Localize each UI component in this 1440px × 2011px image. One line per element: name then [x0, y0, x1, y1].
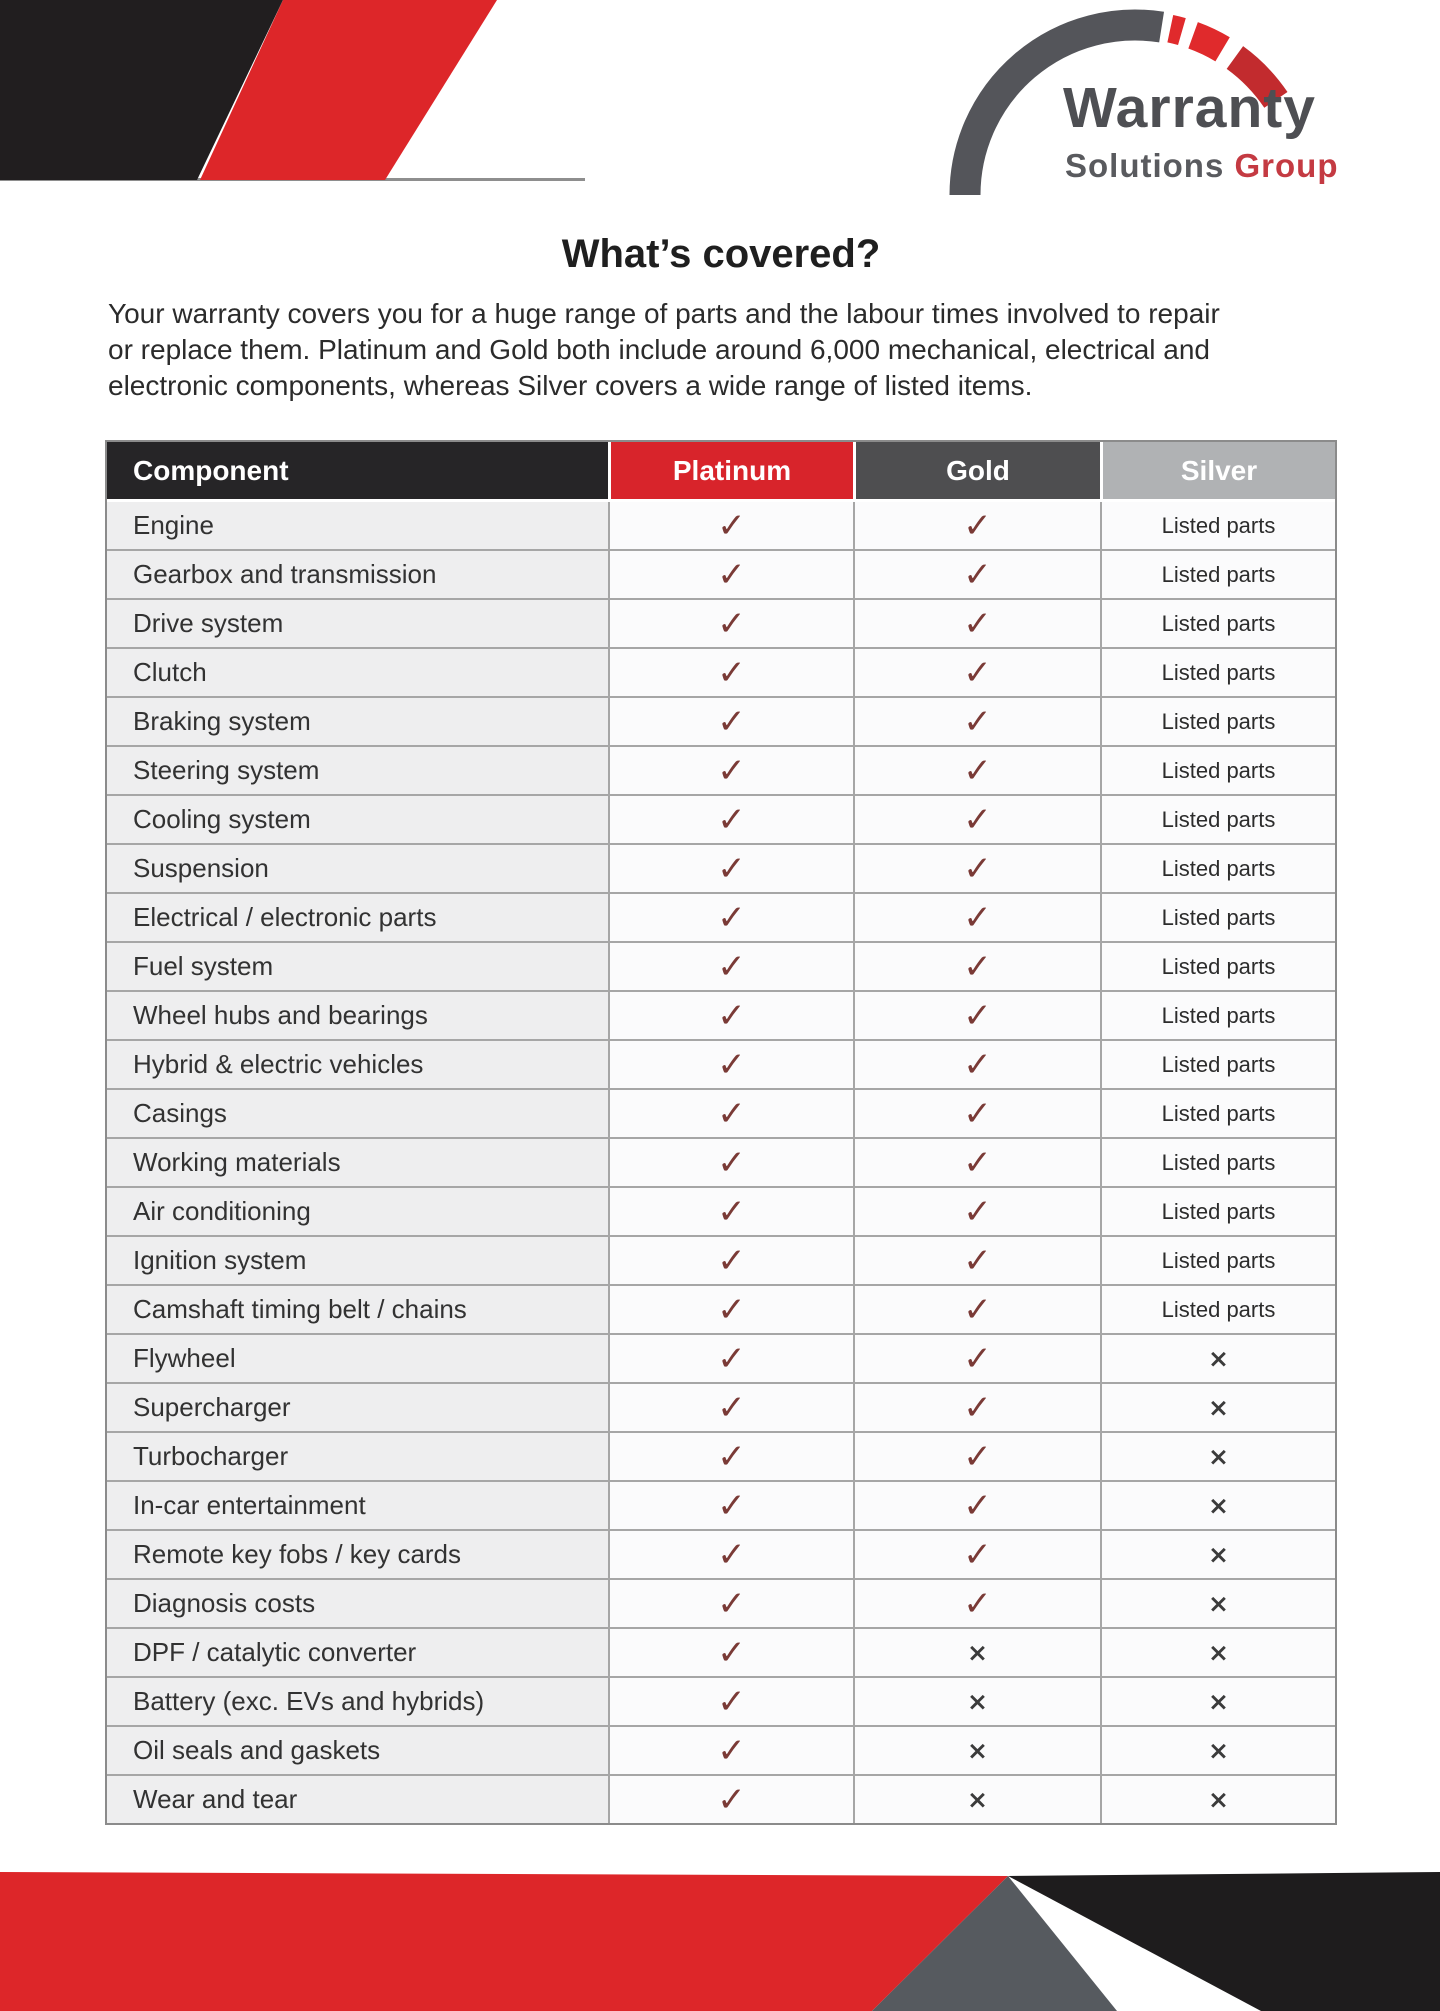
check-icon: ✓ — [963, 750, 992, 791]
check-icon: ✓ — [963, 1093, 992, 1134]
silver-value-cell — [1100, 502, 1335, 549]
table-row — [107, 1186, 1335, 1235]
component-cell: Oil seals and gaskets — [107, 1727, 608, 1774]
cross-icon: × — [1208, 1491, 1229, 1520]
check-icon: ✓ — [717, 1485, 746, 1526]
cross-icon: × — [1208, 1589, 1229, 1618]
check-icon: ✓ — [717, 750, 746, 791]
listed-parts-label: Listed parts — [1161, 1149, 1276, 1175]
check-icon: ✓ — [717, 1093, 746, 1134]
check-icon: ✓ — [717, 1779, 746, 1820]
table-row — [107, 696, 1335, 745]
brand-subtitle — [1065, 149, 1338, 182]
component-cell: Remote key fobs / key cards — [107, 1531, 608, 1578]
component-cell: Camshaft timing belt / chains — [107, 1286, 608, 1333]
check-icon: ✓ — [963, 1044, 992, 1085]
check-icon: ✓ — [717, 554, 746, 595]
gold-value-cell — [853, 502, 1100, 549]
table-row — [107, 1382, 1335, 1431]
check-icon: ✓ — [717, 897, 746, 938]
listed-parts-label: Listed parts — [1161, 806, 1276, 832]
check-icon: ✓ — [717, 1387, 746, 1428]
platinum-value-cell — [608, 551, 853, 598]
check-icon: ✓ — [963, 1289, 992, 1330]
gold-value-cell — [853, 1580, 1100, 1627]
table-row — [107, 1627, 1335, 1676]
check-icon: ✓ — [963, 1534, 992, 1575]
silver-value-cell — [1100, 1139, 1335, 1186]
check-icon: ✓ — [717, 652, 746, 693]
gold-value-cell — [853, 649, 1100, 696]
listed-parts-label: Listed parts — [1161, 610, 1276, 636]
listed-parts-label: Listed parts — [1161, 1002, 1276, 1028]
check-icon: ✓ — [717, 701, 746, 742]
gold-value-cell — [853, 796, 1100, 843]
check-icon: ✓ — [717, 1191, 746, 1232]
check-icon: ✓ — [717, 848, 746, 889]
platinum-value-cell — [608, 1384, 853, 1431]
component-cell: Steering system — [107, 747, 608, 794]
silver-value-cell — [1100, 992, 1335, 1039]
table-row — [107, 1284, 1335, 1333]
component-cell: Cooling system — [107, 796, 608, 843]
platinum-value-cell — [608, 1139, 853, 1186]
coverage-table — [105, 440, 1337, 1825]
check-icon: ✓ — [717, 1289, 746, 1330]
component-cell: In-car entertainment — [107, 1482, 608, 1529]
listed-parts-label: Listed parts — [1161, 659, 1276, 685]
silver-value-cell — [1100, 943, 1335, 990]
platinum-value-cell — [608, 1433, 853, 1480]
listed-parts-label: Listed parts — [1161, 1100, 1276, 1126]
gold-value-cell — [853, 943, 1100, 990]
listed-parts-label: Listed parts — [1161, 1247, 1276, 1273]
cross-icon: × — [967, 1785, 988, 1814]
table-row — [107, 1480, 1335, 1529]
header-component: Component — [107, 442, 608, 499]
check-icon: ✓ — [963, 554, 992, 595]
platinum-value-cell — [608, 1776, 853, 1823]
check-icon: ✓ — [963, 1338, 992, 1379]
component-cell: DPF / catalytic converter — [107, 1629, 608, 1676]
check-icon: ✓ — [717, 1681, 746, 1722]
table-row — [107, 499, 1335, 549]
component-cell: Hybrid & electric vehicles — [107, 1041, 608, 1088]
check-icon: ✓ — [963, 848, 992, 889]
brand-name: Warranty — [1063, 76, 1316, 140]
component-cell: Supercharger — [107, 1384, 608, 1431]
platinum-value-cell — [608, 796, 853, 843]
gold-value-cell — [853, 1188, 1100, 1235]
component-cell: Turbocharger — [107, 1433, 608, 1480]
check-icon: ✓ — [963, 1142, 992, 1183]
platinum-value-cell — [608, 649, 853, 696]
table-row — [107, 1137, 1335, 1186]
silver-value-cell — [1100, 1335, 1335, 1382]
listed-parts-label: Listed parts — [1161, 953, 1276, 979]
silver-value-cell — [1100, 698, 1335, 745]
top-corner-decoration — [0, 0, 600, 185]
listed-parts-label: Listed parts — [1161, 855, 1276, 881]
table-row — [107, 1333, 1335, 1382]
silver-value-cell — [1100, 894, 1335, 941]
listed-parts-label: Listed parts — [1161, 757, 1276, 783]
intro-line-1: Your warranty covers you for a huge range of parts and the labour times involved to repair — [108, 298, 1220, 329]
check-icon: ✓ — [963, 995, 992, 1036]
check-icon: ✓ — [963, 701, 992, 742]
component-cell: Fuel system — [107, 943, 608, 990]
silver-value-cell — [1100, 1678, 1335, 1725]
check-icon: ✓ — [963, 1583, 992, 1624]
check-icon: ✓ — [717, 1338, 746, 1379]
cross-icon: × — [967, 1687, 988, 1716]
cross-icon: × — [1208, 1442, 1229, 1471]
silver-value-cell — [1100, 845, 1335, 892]
check-icon: ✓ — [963, 1436, 992, 1477]
component-cell: Engine — [107, 502, 608, 549]
gold-value-cell — [853, 1090, 1100, 1137]
platinum-value-cell — [608, 1041, 853, 1088]
intro-line-2: or replace them. Platinum and Gold both include around 6,000 mechanical, electrical and — [108, 334, 1210, 365]
table-row — [107, 549, 1335, 598]
gold-value-cell — [853, 1433, 1100, 1480]
component-cell: Electrical / electronic parts — [107, 894, 608, 941]
check-icon: ✓ — [963, 603, 992, 644]
platinum-value-cell — [608, 845, 853, 892]
gold-value-cell — [853, 1384, 1100, 1431]
silver-value-cell — [1100, 1286, 1335, 1333]
bottom-red-shape — [0, 1872, 1008, 2011]
check-icon: ✓ — [963, 505, 992, 546]
silver-value-cell — [1100, 1384, 1335, 1431]
table-row — [107, 1088, 1335, 1137]
gold-value-cell — [853, 1727, 1100, 1774]
silver-value-cell — [1100, 1433, 1335, 1480]
component-cell: Flywheel — [107, 1335, 608, 1382]
gold-value-cell — [853, 894, 1100, 941]
table-header-row — [107, 442, 1335, 499]
gold-value-cell — [853, 1335, 1100, 1382]
listed-parts-label: Listed parts — [1161, 904, 1276, 930]
table-row — [107, 794, 1335, 843]
check-icon: ✓ — [963, 897, 992, 938]
table-body — [107, 499, 1335, 1823]
gold-value-cell — [853, 1041, 1100, 1088]
silver-value-cell — [1100, 649, 1335, 696]
check-icon: ✓ — [717, 1534, 746, 1575]
cross-icon: × — [1208, 1736, 1229, 1765]
cross-icon: × — [1208, 1638, 1229, 1667]
header-platinum: Platinum — [608, 442, 853, 499]
check-icon: ✓ — [717, 1730, 746, 1771]
check-icon: ✓ — [963, 1240, 992, 1281]
cross-icon: × — [967, 1638, 988, 1667]
gold-value-cell — [853, 992, 1100, 1039]
intro-paragraph — [108, 296, 1358, 404]
gold-value-cell — [853, 1482, 1100, 1529]
table-row — [107, 1578, 1335, 1627]
table-row — [107, 745, 1335, 794]
check-icon: ✓ — [963, 1191, 992, 1232]
cross-icon: × — [1208, 1785, 1229, 1814]
brand-logo — [930, 0, 1400, 215]
component-cell: Gearbox and transmission — [107, 551, 608, 598]
platinum-value-cell — [608, 502, 853, 549]
listed-parts-label: Listed parts — [1161, 512, 1276, 538]
platinum-value-cell — [608, 1286, 853, 1333]
check-icon: ✓ — [717, 1240, 746, 1281]
check-icon: ✓ — [717, 1044, 746, 1085]
gold-value-cell — [853, 1237, 1100, 1284]
component-cell: Air conditioning — [107, 1188, 608, 1235]
check-icon: ✓ — [717, 1436, 746, 1477]
component-cell: Diagnosis costs — [107, 1580, 608, 1627]
component-cell: Braking system — [107, 698, 608, 745]
silver-value-cell — [1100, 1482, 1335, 1529]
gold-value-cell — [853, 1139, 1100, 1186]
gold-value-cell — [853, 551, 1100, 598]
table-row — [107, 1039, 1335, 1088]
gold-value-cell — [853, 1531, 1100, 1578]
table-row — [107, 647, 1335, 696]
listed-parts-label: Listed parts — [1161, 708, 1276, 734]
platinum-value-cell — [608, 600, 853, 647]
silver-value-cell — [1100, 1188, 1335, 1235]
platinum-value-cell — [608, 747, 853, 794]
silver-value-cell — [1100, 747, 1335, 794]
silver-value-cell — [1100, 1090, 1335, 1137]
platinum-value-cell — [608, 1482, 853, 1529]
platinum-value-cell — [608, 698, 853, 745]
cross-icon: × — [967, 1736, 988, 1765]
listed-parts-label: Listed parts — [1161, 561, 1276, 587]
brand-subtitle-solutions: Solutions — [1065, 147, 1235, 184]
platinum-value-cell — [608, 1531, 853, 1578]
gold-value-cell — [853, 1286, 1100, 1333]
gold-value-cell — [853, 747, 1100, 794]
silver-value-cell — [1100, 796, 1335, 843]
platinum-value-cell — [608, 992, 853, 1039]
check-icon: ✓ — [717, 603, 746, 644]
silver-value-cell — [1100, 600, 1335, 647]
table-row — [107, 1774, 1335, 1823]
component-cell: Clutch — [107, 649, 608, 696]
page-title: What’s covered? — [561, 232, 881, 276]
cross-icon: × — [1208, 1344, 1229, 1373]
platinum-value-cell — [608, 1188, 853, 1235]
silver-value-cell — [1100, 1531, 1335, 1578]
header-silver: Silver — [1100, 442, 1335, 499]
check-icon: ✓ — [717, 799, 746, 840]
check-icon: ✓ — [717, 1632, 746, 1673]
gold-value-cell — [853, 1776, 1100, 1823]
silver-value-cell — [1100, 1776, 1335, 1823]
listed-parts-label: Listed parts — [1161, 1198, 1276, 1224]
platinum-value-cell — [608, 1629, 853, 1676]
silver-value-cell — [1100, 1237, 1335, 1284]
silver-value-cell — [1100, 551, 1335, 598]
platinum-value-cell — [608, 1727, 853, 1774]
gold-value-cell — [853, 845, 1100, 892]
check-icon: ✓ — [963, 946, 992, 987]
cross-icon: × — [1208, 1687, 1229, 1716]
check-icon: ✓ — [717, 1142, 746, 1183]
silver-value-cell — [1100, 1041, 1335, 1088]
table-row — [107, 1676, 1335, 1725]
platinum-value-cell — [608, 1090, 853, 1137]
listed-parts-label: Listed parts — [1161, 1296, 1276, 1322]
component-cell: Suspension — [107, 845, 608, 892]
gold-value-cell — [853, 1678, 1100, 1725]
table-row — [107, 1431, 1335, 1480]
component-cell: Working materials — [107, 1139, 608, 1186]
header-gold: Gold — [853, 442, 1100, 499]
check-icon: ✓ — [963, 799, 992, 840]
platinum-value-cell — [608, 1580, 853, 1627]
intro-line-3: electronic components, whereas Silver covers a wide range of listed items. — [108, 370, 1033, 401]
check-icon: ✓ — [963, 652, 992, 693]
table-row — [107, 1235, 1335, 1284]
cross-icon: × — [1208, 1393, 1229, 1422]
brand-subtitle-group: Group — [1234, 147, 1339, 184]
cross-icon: × — [1208, 1540, 1229, 1569]
check-icon: ✓ — [717, 505, 746, 546]
gold-value-cell — [853, 698, 1100, 745]
platinum-value-cell — [608, 1678, 853, 1725]
table-row — [107, 598, 1335, 647]
silver-value-cell — [1100, 1629, 1335, 1676]
component-cell: Wear and tear — [107, 1776, 608, 1823]
silver-value-cell — [1100, 1580, 1335, 1627]
component-cell: Battery (exc. EVs and hybrids) — [107, 1678, 608, 1725]
listed-parts-label: Listed parts — [1161, 1051, 1276, 1077]
check-icon: ✓ — [717, 995, 746, 1036]
gold-value-cell — [853, 1629, 1100, 1676]
component-cell: Drive system — [107, 600, 608, 647]
check-icon: ✓ — [717, 946, 746, 987]
bottom-banner-decoration — [0, 1868, 1440, 2011]
platinum-value-cell — [608, 943, 853, 990]
table-row — [107, 1725, 1335, 1774]
check-icon: ✓ — [963, 1485, 992, 1526]
platinum-value-cell — [608, 1335, 853, 1382]
table-row — [107, 990, 1335, 1039]
check-icon: ✓ — [717, 1583, 746, 1624]
platinum-value-cell — [608, 1237, 853, 1284]
component-cell: Wheel hubs and bearings — [107, 992, 608, 1039]
silver-value-cell — [1100, 1727, 1335, 1774]
platinum-value-cell — [608, 894, 853, 941]
component-cell: Ignition system — [107, 1237, 608, 1284]
table-row — [107, 892, 1335, 941]
table-row — [107, 941, 1335, 990]
table-row — [107, 843, 1335, 892]
table-row — [107, 1529, 1335, 1578]
gold-value-cell — [853, 600, 1100, 647]
component-cell: Casings — [107, 1090, 608, 1137]
check-icon: ✓ — [963, 1387, 992, 1428]
